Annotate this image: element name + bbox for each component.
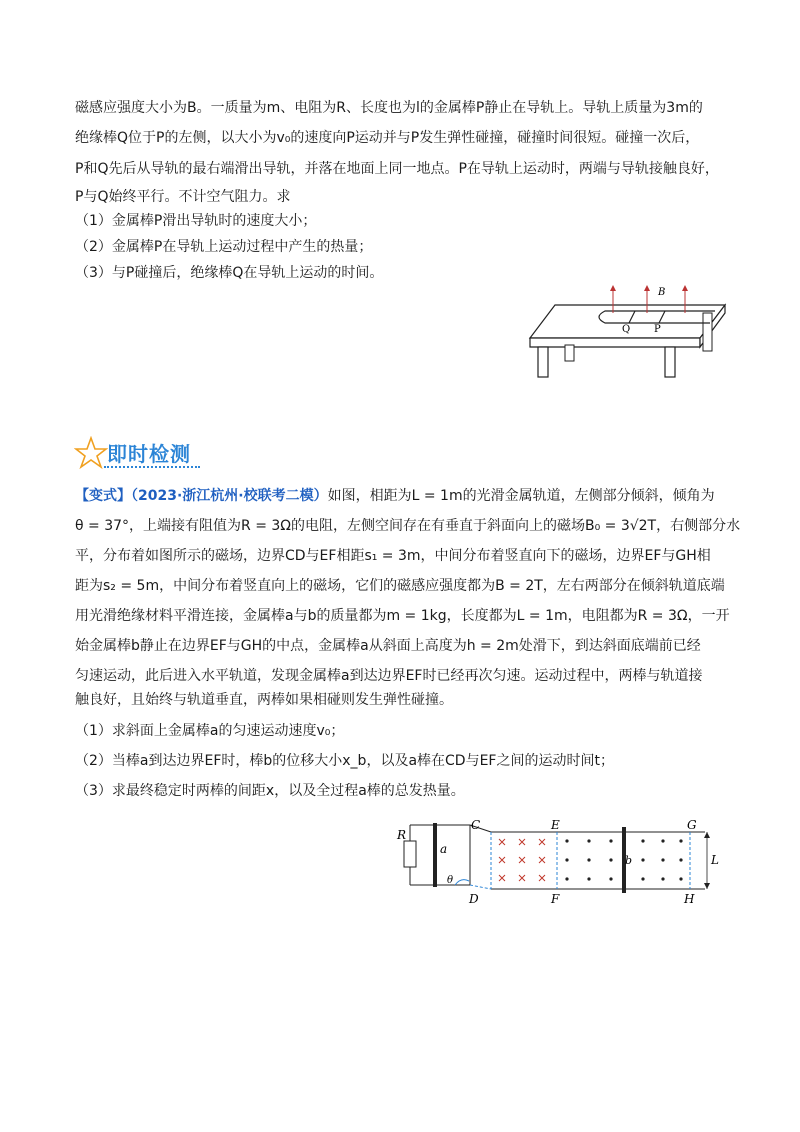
- problem2-line5: 用光滑绝缘材料平滑连接，金属棒a与b的质量都为m = 1kg，长度都为L = 1m，电阻都为R = 3Ω，一开: [75, 608, 730, 624]
- label-h: H: [684, 892, 695, 905]
- problem2-line4: 距为s₂ = 5m，中间分布着竖直向上的磁场，它们的磁感应强度都为B = 2T，左右两部分在倾斜轨道底端: [75, 578, 725, 594]
- problem2-line2: θ = 37°，上端接有阻值为R = 3Ω的电阻，左侧空间存在有垂直于斜面向上的磁场B₀ = 3√2T，右侧部分水: [75, 518, 741, 534]
- section-title: 即时检测: [107, 442, 191, 466]
- label-q: Q: [622, 324, 631, 335]
- problem1-line4: P与Q始终平行。不计空气阻力。求: [75, 189, 291, 205]
- problem2-line1: [75, 485, 715, 505]
- problem2-question-1: （1）求斜面上金属棒a的匀速运动速度v₀；: [75, 723, 345, 739]
- problem2-question-3: （3）求最终稳定时两棒的间距x，以及全过程a棒的总发热量。: [75, 783, 465, 799]
- label-a: a: [440, 842, 448, 856]
- problem2-question-2: （2）当棒a到达边界EF时，棒b的位移大小x_b，以及a棒在CD与EF之间的运动时间t；: [75, 753, 614, 769]
- label-b: b: [625, 854, 633, 867]
- star-icon: [74, 436, 108, 470]
- problem1-line2: 绝缘棒Q位于P的左侧，以大小为v₀的速度向P运动并与P发生弹性碰撞，碰撞时间很短。碰撞一次后，: [75, 130, 700, 146]
- problem1-line1: 磁感应强度大小为B。一质量为m、电阻为R、长度也为l的金属棒P静止在导轨上。导轨上质量为3m的: [75, 100, 703, 116]
- problem2-line7: 匀速运动，此后进入水平轨道，发现金属棒a到达边界EF时已经再次匀速。运动过程中，两棒与轨道接: [75, 668, 703, 684]
- label-d: D: [469, 892, 479, 905]
- label-f: F: [551, 892, 560, 905]
- problem2-source-tag: 【变式】（2023·浙江杭州·校联考二模）: [75, 488, 328, 504]
- problem2-line3: 平，分布着如图所示的磁场，边界CD与EF相距s₁ = 3m，中间分布着竖直向下的磁场，边界EF与GH相: [75, 548, 711, 564]
- problem1-question-1: （1）金属棒P滑出导轨时的速度大小；: [75, 213, 317, 229]
- label-e: E: [551, 818, 560, 832]
- section-underline: [104, 462, 200, 468]
- label-theta: θ: [447, 875, 454, 886]
- problem1-question-3: （3）与P碰撞后，绝缘棒Q在导轨上运动的时间。: [75, 265, 384, 281]
- problem1-figure-table: [525, 283, 730, 383]
- problem2-line6: 始金属棒b静止在边界EF与GH的中点，金属棒a从斜面上高度为h = 2m处滑下，到达斜面底端前已经: [75, 638, 701, 654]
- label-b: B: [658, 287, 666, 298]
- problem2-line8: 触良好，且始终与轨道垂直，两棒如果相碰则发生弹性碰撞。: [75, 692, 453, 708]
- problem2-line1-rest: 如图，相距为L = 1m的光滑金属轨道，左侧部分倾斜，倾角为: [327, 488, 715, 504]
- label-g: G: [687, 818, 697, 832]
- label-p: P: [654, 324, 661, 335]
- problem2-figure-rails: [395, 815, 725, 905]
- label-c: C: [471, 818, 481, 832]
- label-l: L: [711, 853, 719, 867]
- problem1-line3: P和Q先后从导轨的最右端滑出导轨，并落在地面上同一地点。P在导轨上运动时，两端与导轨接触良好，: [75, 161, 719, 177]
- problem1-question-2: （2）金属棒P在导轨上运动过程中产生的热量；: [75, 239, 373, 255]
- label-r: R: [397, 828, 407, 842]
